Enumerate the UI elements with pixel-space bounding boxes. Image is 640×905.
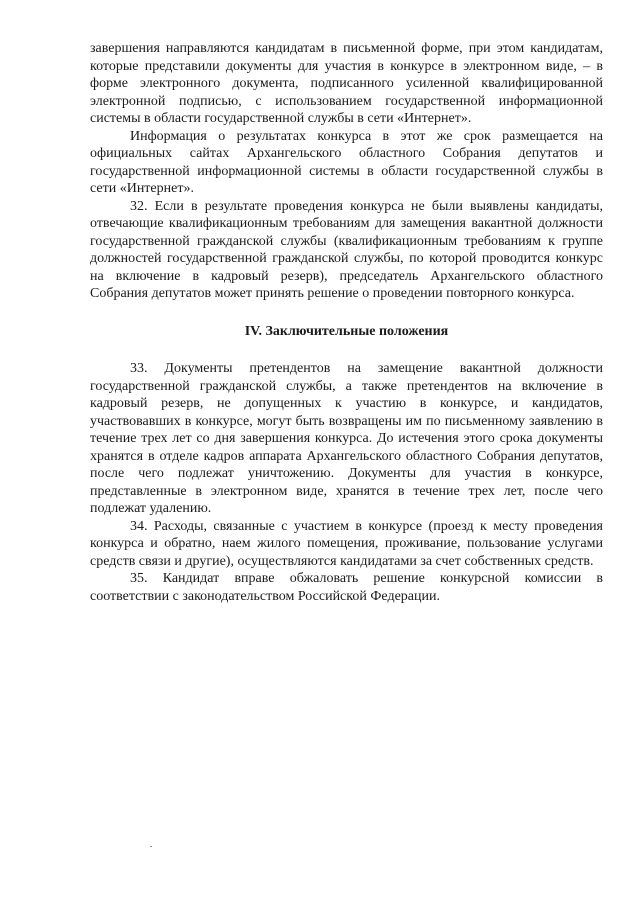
- section-heading: IV. Заключительные положения: [244, 323, 449, 339]
- document-page: [90, 40, 603, 605]
- paragraph-35: 35. Кандидат вправе обжаловать решение конкурсной комиссии в соответствии с законодательством Российской Федерации.: [90, 571, 603, 604]
- paragraph-33: 33. Документы претендентов на замещение вакантной должности государственной гражданской службы, а также претендентов на включение в кадровый резерв, не допущенных к участию в конкурсе, и кандидатов, участвовавших в конкурсе, могут быть возвращены им по письменному заявлению в течение трех лет со дня завершения конкурса. До истечения этого срока документы хранятся в отделе кадров аппарата Архангельского областного Собрания депутатов, после чего подлежат уничтожению. Документы для участия в конкурсе, представленные в электронном виде, хранятся в течение трех лет, после чего подлежат удалению.: [90, 361, 603, 516]
- scan-speck: [150, 846, 152, 847]
- paragraph-32: 32. Если в результате проведения конкурса не были выявлены кандидаты, отвечающие квалификационным требованиям для замещения вакантной должности государственной гражданской службы (квалификационным требованиям к группе должностей государственной гражданской службы, по которой проводится конкурс на включение в кадровый резерв), председатель Архангельского областного Собрания депутатов может принять решение о проведении повторного конкурса.: [90, 198, 603, 301]
- paragraph-34: 34. Расходы, связанные с участием в конкурсе (проезд к месту проведения конкурса и обратно, наем жилого помещения, проживание, пользование услугами средств связи и другие), осуществляются кандидатами за счет собственных средств.: [90, 518, 603, 569]
- paragraph-results-info: Информация о результатах конкурса в этот же срок размещается на официальных сайтах Архангельского областного Собрания депутатов и государственной информационной системы в области государственной службы в сети «Интернет».: [90, 128, 603, 196]
- paragraph-continuation: завершения направляются кандидатам в письменной форме, при этом кандидатам, которые представили документы для участия в конкурсе в электронном виде, – в форме электронного документа, подписанного усиленной квалифицированной электронной подписью, с использованием государственной информационной системы в области государственной службы в сети «Интернет».: [90, 41, 603, 126]
